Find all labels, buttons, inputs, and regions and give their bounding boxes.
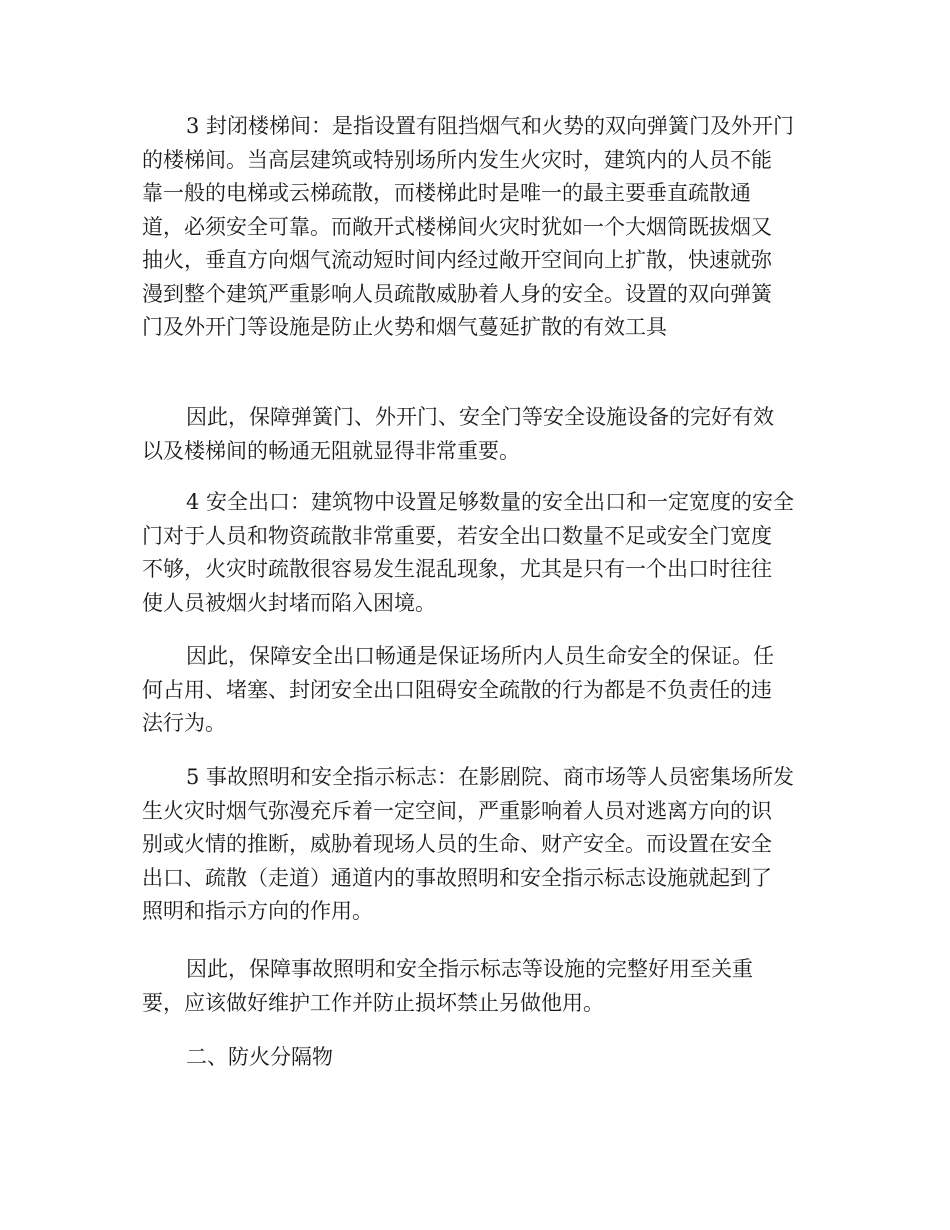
paragraph-enclosed-stairwell	[142, 110, 802, 345]
text-line: 门对于人员和物资疏散非常重要，若安全出口数量不足或安全门宽度	[142, 523, 772, 548]
paragraph-emergency-lighting	[142, 761, 802, 929]
text-line: 因此，保障弹簧门、外开门、安全门等安全设施设备的完好有效	[186, 405, 774, 429]
text-line: 出口、疏散（走道）通道内的事故照明和安全指示标志设施就起到了	[142, 865, 772, 890]
text-line: 的楼梯间。当高层建筑或特别场所内发生火灾时，建筑内的人员不能	[142, 147, 772, 172]
paragraph-safety-exit	[142, 486, 802, 620]
text-line: 不够，火灾时疏散很容易发生混乱现象，尤其是只有一个出口时往往	[142, 557, 772, 581]
text-line: 5 事故照明和安全指示标志：在影剧院、商市场等人员密集场所发	[186, 765, 795, 789]
section-heading: 二、防火分隔物	[186, 1045, 333, 1069]
text-line: 生火灾时烟气弥漫充斥着一定空间，严重影响着人员对逃离方向的识	[142, 798, 772, 823]
text-line: 门及外开门等设施是防止火势和烟气蔓延扩散的有效工具	[142, 315, 667, 339]
text-line: 别或火情的推断，威胁着现场人员的生命、财产安全。而设置在安全	[142, 832, 772, 856]
paragraph-lighting-conclusion	[142, 953, 802, 1020]
text-line: 要，应该做好维护工作并防止损坏禁止另做他用。	[142, 990, 604, 1015]
text-line: 何占用、堵塞、封闭安全出口阻碍安全疏散的行为都是不负责任的违	[142, 677, 772, 702]
paragraph-stairwell-conclusion	[142, 401, 802, 468]
text-line: 因此，保障事故照明和安全指示标志等设施的完整好用至关重	[186, 957, 753, 981]
text-line: 靠一般的电梯或云梯疏散，而楼梯此时是唯一的最主要垂直疏散通	[142, 181, 751, 205]
text-line: 照明和指示方向的作用。	[142, 899, 373, 923]
text-line: 以及楼梯间的畅通无阻就显得非常重要。	[142, 438, 520, 463]
text-line: 4 安全出口：建筑物中设置足够数量的安全出口和一定宽度的安全	[186, 490, 795, 514]
section-heading-fire-separation	[142, 1041, 802, 1075]
text-line: 因此，保障安全出口畅通是保证场所内人员生命安全的保证。任	[186, 644, 774, 668]
text-line: 抽火，垂直方向烟气流动短时间内经过敞开空间向上扩散，快速就弥	[142, 248, 772, 272]
text-line: 法行为。	[142, 711, 226, 735]
text-line: 漫到整个建筑严重影响人员疏散威胁着人身的安全。设置的双向弹簧	[142, 281, 772, 306]
paragraph-exit-conclusion	[142, 640, 802, 741]
text-line: 使人员被烟火封堵而陷入困境。	[142, 590, 436, 615]
text-line: 3 封闭楼梯间：是指设置有阻挡烟气和火势的双向弹簧门及外开门	[186, 114, 795, 138]
text-line: 道，必须安全可靠。而敞开式楼梯间火灾时犹如一个大烟筒既拔烟又	[142, 214, 772, 239]
